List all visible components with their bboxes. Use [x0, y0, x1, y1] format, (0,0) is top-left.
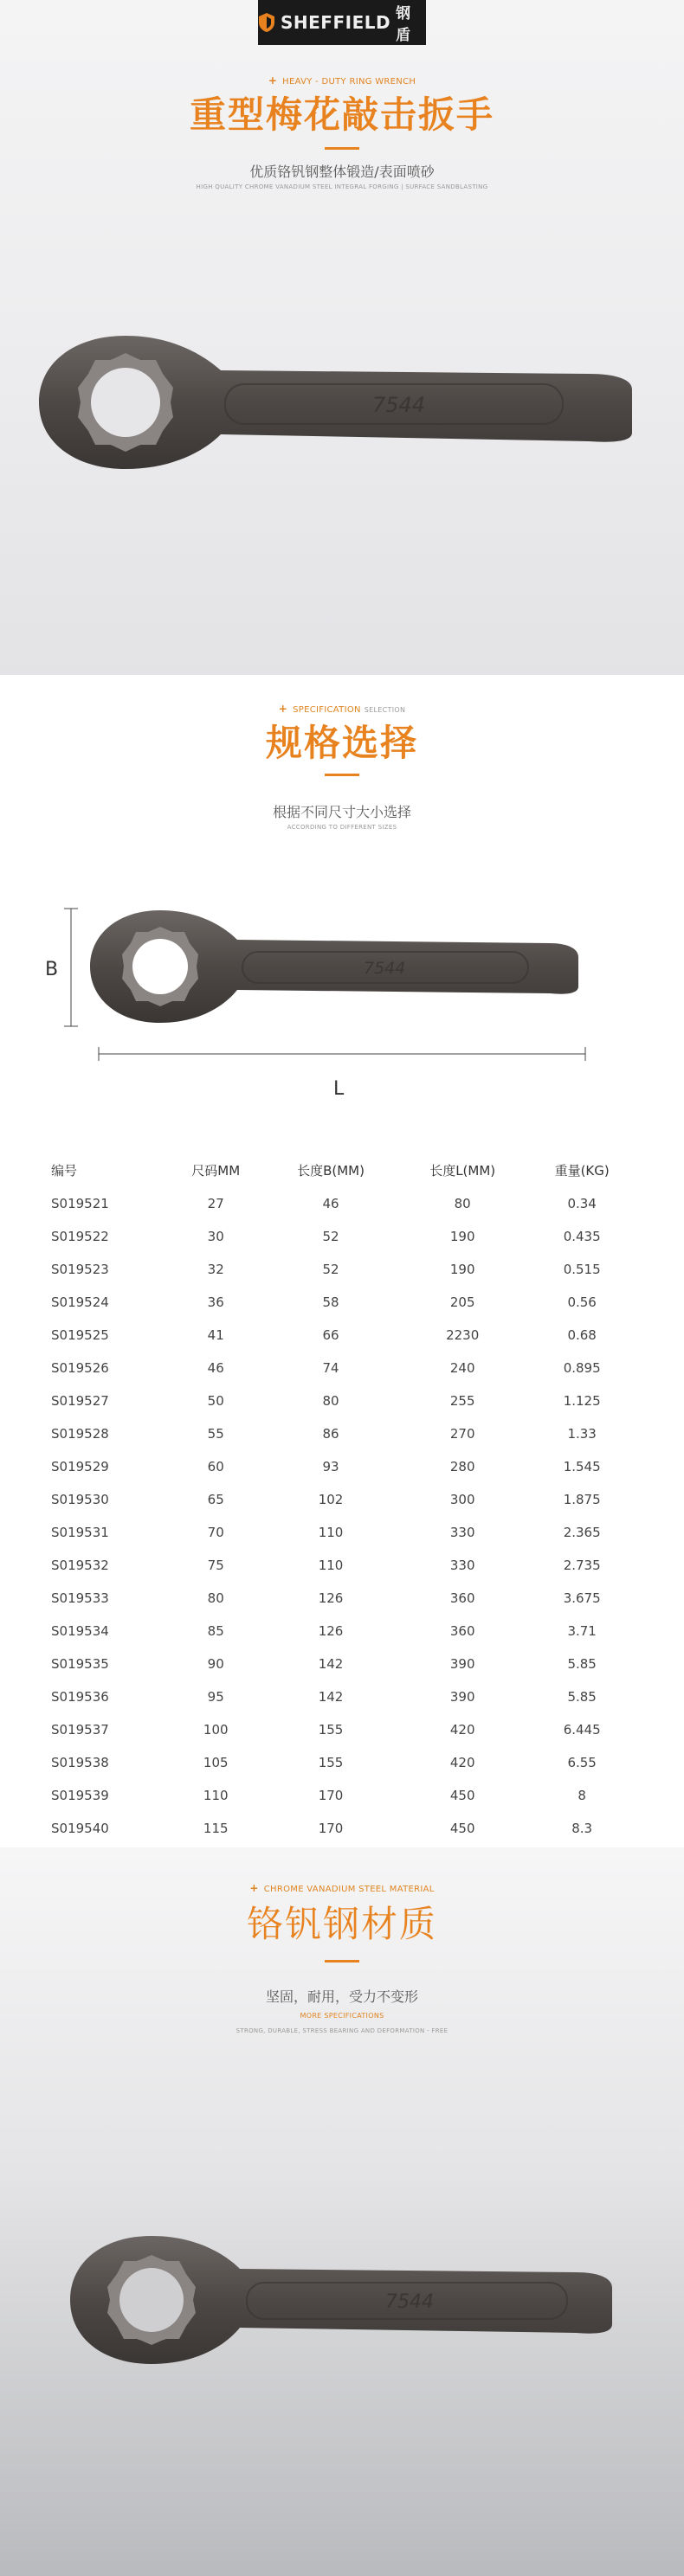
hero-title: 重型梅花敲击扳手 [189, 93, 494, 136]
wrench-dimension-image [87, 902, 589, 1031]
table-cell: S019528 [51, 1426, 109, 1442]
table-cell: 5.85 [567, 1656, 597, 1672]
dimension-l-line [97, 1045, 587, 1063]
hero-subtitle: 优质铬钒钢整体锻造/表面喷砂 [249, 164, 435, 180]
spec-table [48, 1153, 636, 1878]
table-cell: 360 [449, 1623, 475, 1639]
wrench-marking: 7544 [372, 393, 426, 417]
table-cell: 450 [449, 1788, 475, 1803]
col-header: 编号 [51, 1162, 78, 1179]
table-cell: 8.3 [571, 1821, 593, 1836]
spec-subtitle: 根据不同尺寸大小选择 [272, 804, 411, 820]
table-cell: 155 [318, 1722, 344, 1738]
table-cell: 280 [449, 1459, 475, 1474]
table-cell: 190 [449, 1262, 475, 1277]
table-cell: 330 [449, 1525, 475, 1540]
table-cell: 80 [454, 1196, 471, 1211]
hero-kicker: + HEAVY - DUTY RING WRENCH [268, 74, 416, 87]
table-cell: S019522 [51, 1229, 109, 1244]
table-cell: 50 [207, 1393, 224, 1409]
shield-icon [258, 12, 275, 33]
table-cell: 60 [207, 1459, 224, 1474]
table-cell: 115 [203, 1821, 229, 1836]
table-cell: 86 [322, 1426, 339, 1442]
table-cell: 2.365 [563, 1525, 601, 1540]
specification-section [0, 675, 684, 1847]
wrench-marking: 7544 [385, 2291, 434, 2313]
brand-logo [258, 0, 426, 45]
table-row [48, 1812, 636, 1845]
table-cell: S019533 [51, 1590, 109, 1606]
brand-cn: 钢盾 [396, 5, 411, 44]
table-cell: 0.515 [563, 1262, 601, 1277]
table-cell: S019536 [51, 1689, 109, 1705]
table-cell: 58 [322, 1294, 339, 1310]
table-cell: 330 [449, 1558, 475, 1573]
spec-divider [325, 774, 359, 776]
table-row [48, 1615, 636, 1648]
table-cell: 6.55 [567, 1755, 597, 1770]
table-cell: 46 [322, 1196, 339, 1211]
table-cell: 126 [318, 1623, 344, 1639]
table-cell: S019532 [51, 1558, 109, 1573]
table-cell: 105 [203, 1755, 229, 1770]
spec-kicker: + SPECIFICATION SELECTION [278, 703, 406, 715]
table-cell: S019534 [51, 1623, 109, 1639]
table-cell: 110 [318, 1558, 344, 1573]
table-cell: 1.875 [563, 1492, 601, 1507]
table-cell: S019523 [51, 1262, 109, 1277]
table-cell: S019539 [51, 1788, 109, 1803]
table-row [48, 1352, 636, 1384]
table-cell: 126 [318, 1590, 344, 1606]
table-cell: 2230 [446, 1327, 480, 1343]
table-cell: 46 [207, 1360, 224, 1376]
table-cell: 36 [207, 1294, 224, 1310]
table-cell: 270 [449, 1426, 475, 1442]
table-cell: S019521 [51, 1196, 109, 1211]
brand-name: SHEFFIELD [281, 12, 391, 33]
table-cell: 3.71 [567, 1623, 597, 1639]
table-cell: 80 [207, 1590, 224, 1606]
table-cell: 55 [207, 1426, 224, 1442]
table-cell: 102 [318, 1492, 344, 1507]
table-cell: 66 [322, 1327, 339, 1343]
table-cell: 300 [449, 1492, 475, 1507]
spec-fine-print: ACCORDING TO DIFFERENT SIZES [287, 824, 397, 831]
col-header: 长度L(MM) [429, 1162, 496, 1179]
dimension-b-label: B [45, 959, 59, 980]
hero-fine-print: HIGH QUALITY CHROME VANADIUM STEEL INTEGRAL FORGING | SURFACE SANDBLASTING [196, 183, 488, 190]
table-cell: 1.125 [563, 1393, 601, 1409]
table-row [48, 1384, 636, 1417]
dimension-l-label: L [333, 1078, 345, 1100]
table-cell: 390 [449, 1656, 475, 1672]
table-row [48, 1779, 636, 1812]
table-row [48, 1319, 636, 1352]
table-row [48, 1648, 636, 1680]
wrench-material-image [65, 2224, 628, 2380]
table-cell: S019535 [51, 1656, 109, 1672]
plus-icon: + [278, 703, 288, 715]
table-cell: S019524 [51, 1294, 109, 1310]
table-cell: 205 [449, 1294, 475, 1310]
table-cell: 6.445 [563, 1722, 601, 1738]
material-title: 铬钒钢材质 [246, 1903, 437, 1945]
table-row [48, 1417, 636, 1450]
table-cell: S019540 [51, 1821, 109, 1836]
table-cell: 41 [207, 1327, 224, 1343]
table-cell: 27 [207, 1196, 224, 1211]
table-row [48, 1220, 636, 1253]
table-cell: 240 [449, 1360, 475, 1376]
table-cell: 90 [207, 1656, 224, 1672]
table-cell: 70 [207, 1525, 224, 1540]
table-cell: 450 [449, 1821, 475, 1836]
table-cell: 170 [318, 1821, 344, 1836]
table-cell: 95 [207, 1689, 224, 1705]
table-cell: 360 [449, 1590, 475, 1606]
table-cell: 75 [207, 1558, 224, 1573]
table-cell: 155 [318, 1755, 344, 1770]
table-cell: 142 [318, 1689, 344, 1705]
table-row [48, 1286, 636, 1319]
material-divider [325, 1960, 359, 1963]
table-cell: 74 [322, 1360, 339, 1376]
table-row [48, 1680, 636, 1713]
table-cell: 2.735 [563, 1558, 601, 1573]
table-row [48, 1582, 636, 1615]
table-cell: S019538 [51, 1755, 109, 1770]
col-header: 长度B(MM) [297, 1162, 365, 1179]
table-row [48, 1483, 636, 1516]
table-row [48, 1549, 636, 1582]
table-cell: 65 [207, 1492, 224, 1507]
more-specifications-label: MORE SPECIFICATIONS [300, 2012, 384, 2020]
plus-icon: + [268, 74, 278, 87]
col-header: 尺码MM [191, 1162, 241, 1179]
table-cell: 0.435 [563, 1229, 601, 1244]
table-cell: 110 [318, 1525, 344, 1540]
table-cell: 420 [449, 1755, 475, 1770]
table-cell: 100 [203, 1722, 229, 1738]
table-cell: S019529 [51, 1459, 109, 1474]
table-cell: 80 [322, 1393, 339, 1409]
table-cell: 255 [449, 1393, 475, 1409]
table-cell: 8 [578, 1788, 586, 1803]
table-cell: 85 [207, 1623, 224, 1639]
table-row [48, 1746, 636, 1779]
table-row [48, 1713, 636, 1746]
material-fine-print: STRONG, DURABLE, STRESS BEARING AND DEFORMATION - FREE [236, 2027, 448, 2034]
table-cell: S019530 [51, 1492, 109, 1507]
table-cell: 420 [449, 1722, 475, 1738]
table-cell: 32 [207, 1262, 224, 1277]
spec-table-header [48, 1153, 636, 1187]
material-subtitle: 坚固，耐用，受力不变形 [265, 1988, 418, 2005]
table-cell: 3.675 [563, 1590, 601, 1606]
plus-icon: + [249, 1882, 259, 1894]
material-section [0, 1847, 684, 2576]
table-cell: 0.68 [567, 1327, 597, 1343]
table-cell: 5.85 [567, 1689, 597, 1705]
table-cell: 0.56 [567, 1294, 597, 1310]
hero-divider [325, 147, 359, 150]
table-cell: S019527 [51, 1393, 109, 1409]
table-cell: 52 [322, 1229, 339, 1244]
wrench-image [35, 320, 649, 485]
table-cell: 110 [203, 1788, 229, 1803]
table-cell: 142 [318, 1656, 344, 1672]
table-row [48, 1187, 636, 1220]
table-cell: S019537 [51, 1722, 109, 1738]
dimension-b-line [62, 907, 80, 1028]
table-cell: 0.895 [563, 1360, 601, 1376]
col-header: 重量(KG) [554, 1162, 610, 1179]
table-row [48, 1450, 636, 1483]
table-cell: 93 [322, 1459, 339, 1474]
table-cell: 0.34 [567, 1196, 597, 1211]
table-row [48, 1516, 636, 1549]
table-cell: S019525 [51, 1327, 109, 1343]
table-row [48, 1253, 636, 1286]
wrench-marking: 7544 [364, 959, 406, 978]
table-cell: 52 [322, 1262, 339, 1277]
table-cell: 390 [449, 1689, 475, 1705]
table-cell: S019531 [51, 1525, 109, 1540]
spec-table-body [48, 1187, 636, 1878]
table-cell: 1.33 [567, 1426, 597, 1442]
table-cell: 190 [449, 1229, 475, 1244]
spec-title: 规格选择 [265, 722, 418, 764]
table-cell: 30 [207, 1229, 224, 1244]
table-cell: 170 [318, 1788, 344, 1803]
hero-section [0, 0, 684, 675]
material-kicker: + CHROME VANADIUM STEEL MATERIAL [249, 1882, 435, 1894]
table-cell: 1.545 [563, 1459, 601, 1474]
table-cell: S019526 [51, 1360, 109, 1376]
